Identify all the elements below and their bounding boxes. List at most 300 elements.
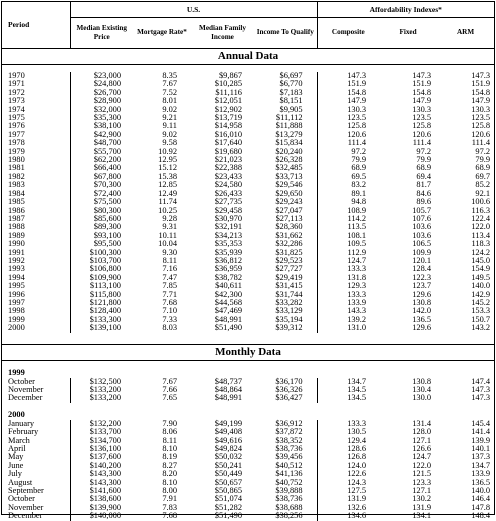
median-price-cell: $32,000 <box>70 106 133 114</box>
family-income-cell: $48,991 <box>214 314 242 324</box>
mortgage-rate-cell: 7.91 <box>162 494 177 504</box>
period-cell: August <box>8 477 33 487</box>
mortgage-rate-cell: 7.68 <box>162 511 177 521</box>
period-cell: October <box>8 494 35 504</box>
income-to-qualify-cell: $29,650 <box>275 188 303 198</box>
composite-cell: 130.5 <box>317 428 379 436</box>
mortgage-rate-cell: 9.28 <box>162 213 177 223</box>
period-header: Period <box>8 20 30 29</box>
income-to-qualify-cell: $8,151 <box>279 96 303 106</box>
mortgage-rate-cell: 7.52 <box>162 87 177 97</box>
composite-cell: 68.9 <box>317 164 379 172</box>
mortgage-rate-cell: 12.49 <box>158 188 177 198</box>
col-fixed: Fixed <box>379 17 437 48</box>
median-price-cell: $55,700 <box>70 148 133 156</box>
family-income-cell: $23,433 <box>214 171 242 181</box>
family-income-cell: $44,568 <box>214 297 242 307</box>
family-income-cell: $12,902 <box>214 104 242 114</box>
arm-cell: 100.6 <box>471 197 491 207</box>
mortgage-rate-cell: 15.12 <box>158 163 177 173</box>
mortgage-rate-cell: 8.10 <box>162 477 177 487</box>
mortgage-rate-cell: 8.06 <box>162 427 177 437</box>
composite-cell: 124.0 <box>317 462 379 470</box>
family-income-cell: $51,282 <box>214 502 242 512</box>
col-mortgage-rate: Mortgage Rate* <box>133 17 191 48</box>
us-group-header: U.S. <box>70 2 317 17</box>
family-income-cell: $50,657 <box>214 477 242 487</box>
income-to-qualify-cell: $32,286 <box>275 239 303 249</box>
income-to-qualify-cell: $29,243 <box>275 197 303 207</box>
arm-cell: 116.3 <box>471 205 491 215</box>
fixed-cell: 130.2 <box>412 494 432 504</box>
income-to-qualify-cell: $27,727 <box>275 264 303 274</box>
fixed-cell: 129.6 <box>412 289 432 299</box>
mortgage-rate-cell: 7.68 <box>162 297 177 307</box>
family-income-cell: $35,353 <box>214 239 242 249</box>
arm-cell: 154.8 <box>471 87 491 97</box>
composite-cell: 133.3 <box>317 291 379 299</box>
period-cell: 1986 <box>8 205 25 215</box>
period-cell: 1996 <box>8 289 25 299</box>
composite-cell: 139.2 <box>317 316 379 324</box>
fixed-cell: 142.0 <box>412 306 432 316</box>
arm-cell: 79.9 <box>475 155 491 165</box>
arm-cell: 149.5 <box>471 272 491 282</box>
mortgage-rate-cell: 9.31 <box>162 222 177 232</box>
period-cell: November <box>8 385 44 394</box>
fixed-cell: 130.3 <box>412 104 432 114</box>
family-income-cell: $10,285 <box>214 79 242 89</box>
spacer <box>2 333 494 345</box>
fixed-cell: 147.9 <box>412 96 432 106</box>
income-to-qualify-cell: $9,905 <box>279 104 303 114</box>
arm-cell: 142.9 <box>471 289 491 299</box>
median-price-cell: $72,400 <box>70 190 133 198</box>
family-income-cell: $51,074 <box>214 494 242 504</box>
family-income-cell: $29,458 <box>214 205 242 215</box>
composite-cell: 147.9 <box>317 97 379 105</box>
period-cell: 1976 <box>8 121 25 131</box>
mortgage-rate-cell: 7.33 <box>162 314 177 324</box>
table-row <box>2 512 494 520</box>
family-income-cell: $22,388 <box>214 163 242 173</box>
family-income-cell: $21,023 <box>214 155 242 165</box>
mortgage-rate-cell: 8.01 <box>162 96 177 106</box>
income-to-qualify-cell: $31,415 <box>275 281 303 291</box>
income-to-qualify-cell: $37,872 <box>275 427 303 437</box>
period-cell: 1973 <box>8 96 25 106</box>
income-to-qualify-cell: $33,713 <box>275 171 303 181</box>
arm-cell: 140.1 <box>471 444 491 454</box>
fixed-cell: 130.0 <box>412 393 432 403</box>
composite-cell: 113.5 <box>317 223 379 231</box>
arm-cell: 130.3 <box>471 104 491 114</box>
fixed-cell: 154.8 <box>412 87 432 97</box>
arm-cell: 118.3 <box>471 239 491 249</box>
median-price-cell: $93,100 <box>70 232 133 240</box>
composite-cell: 124.3 <box>317 479 379 487</box>
family-income-cell: $48,864 <box>214 385 242 394</box>
median-price-cell: $100,300 <box>70 249 133 257</box>
median-price-cell: $128,400 <box>70 307 133 315</box>
family-income-cell: $24,580 <box>214 180 242 190</box>
income-to-qualify-cell: $36,170 <box>275 376 303 386</box>
fixed-cell: 107.6 <box>412 213 432 223</box>
median-price-cell: $143,300 <box>70 479 133 487</box>
composite-cell: 126.8 <box>317 453 379 461</box>
composite-cell: 134.5 <box>317 386 379 394</box>
composite-cell: 147.3 <box>317 72 379 80</box>
income-to-qualify-cell: $40,752 <box>275 477 303 487</box>
composite-cell: 120.6 <box>317 131 379 139</box>
fixed-cell: 81.7 <box>416 180 432 190</box>
composite-cell: 131.0 <box>317 324 379 332</box>
composite-cell: 109.5 <box>317 240 379 248</box>
median-price-cell: $66,400 <box>70 164 133 172</box>
median-price-cell: $133,200 <box>70 386 133 394</box>
composite-cell: 130.3 <box>317 106 379 114</box>
period-cell: 1990 <box>8 239 25 249</box>
income-to-qualify-cell: $36,326 <box>275 385 303 394</box>
fixed-cell: 120.6 <box>412 129 432 139</box>
median-price-cell: $113,100 <box>70 282 133 290</box>
income-to-qualify-cell: $39,312 <box>275 323 303 333</box>
composite-cell: 79.9 <box>317 156 379 164</box>
income-to-qualify-cell: $31,662 <box>275 230 303 240</box>
family-income-cell: $49,824 <box>214 444 242 454</box>
income-to-qualify-cell: $33,129 <box>275 306 303 316</box>
income-to-qualify-cell: $36,912 <box>275 418 303 428</box>
mortgage-rate-cell: 9.02 <box>162 104 177 114</box>
period-cell: May <box>8 452 24 462</box>
period-cell: 1984 <box>8 188 25 198</box>
family-income-cell: $12,051 <box>214 96 242 106</box>
header-column-row <box>2 17 494 48</box>
composite-cell: 151.9 <box>317 80 379 88</box>
period-cell: 1974 <box>8 104 25 114</box>
median-price-cell: $134,700 <box>70 437 133 445</box>
income-to-qualify-cell: $11,112 <box>275 113 303 123</box>
fixed-cell: 103.6 <box>412 222 432 232</box>
mortgage-rate-cell: 7.16 <box>162 264 177 274</box>
period-cell: 1970 <box>8 71 25 80</box>
period-cell: June <box>8 460 24 470</box>
period-cell: 1987 <box>8 213 25 223</box>
composite-cell: 111.4 <box>317 139 379 147</box>
median-price-cell: $140,200 <box>70 462 133 470</box>
composite-cell: 89.1 <box>317 190 379 198</box>
mortgage-rate-cell: 8.35 <box>162 71 177 80</box>
fixed-cell: 127.1 <box>412 435 432 445</box>
family-income-cell: $32,191 <box>214 222 242 232</box>
income-to-qualify-cell: $29,419 <box>275 272 303 282</box>
median-price-cell: $38,100 <box>70 122 133 130</box>
mortgage-rate-cell: 8.10 <box>162 444 177 454</box>
fixed-cell: 127.1 <box>412 486 432 496</box>
arm-cell: 145.4 <box>471 418 491 428</box>
family-income-cell: $34,213 <box>214 230 242 240</box>
period-cell: 1994 <box>8 272 25 282</box>
period-cell: 1977 <box>8 129 25 139</box>
mortgage-rate-cell: 8.11 <box>162 435 177 445</box>
period-cell: February <box>8 427 39 437</box>
affordability-group-header: Affordability Indexes* <box>317 2 494 17</box>
family-income-cell: $48,737 <box>214 376 242 386</box>
monthly-data-rows <box>2 368 494 521</box>
mortgage-rate-cell: 7.47 <box>162 272 177 282</box>
mortgage-rate-cell: 11.74 <box>158 197 177 207</box>
col-median-existing-price: Median Existing Price <box>70 17 133 48</box>
median-price-cell: $106,800 <box>70 265 133 273</box>
arm-cell: 134.7 <box>471 460 491 470</box>
median-price-cell: $140,000 <box>70 512 133 520</box>
income-to-qualify-cell: $20,240 <box>275 146 303 156</box>
header-group-row <box>2 2 494 17</box>
composite-cell: 125.8 <box>317 122 379 130</box>
composite-cell: 128.6 <box>317 445 379 453</box>
arm-cell: 69.7 <box>475 171 491 181</box>
arm-cell: 140.0 <box>471 486 491 496</box>
income-to-qualify-cell: $39,888 <box>275 486 303 496</box>
family-income-cell: $36,812 <box>214 255 242 265</box>
fixed-cell: 79.9 <box>416 155 432 165</box>
family-income-cell: $49,408 <box>214 427 242 437</box>
mortgage-rate-cell: 8.11 <box>162 255 177 265</box>
composite-cell: 124.7 <box>317 257 379 265</box>
median-price-cell: $35,300 <box>70 114 133 122</box>
income-to-qualify-cell: $29,546 <box>275 180 303 190</box>
arm-cell: 125.8 <box>471 121 491 131</box>
income-to-qualify-cell: $29,523 <box>275 255 303 265</box>
composite-cell: 133.3 <box>317 265 379 273</box>
arm-cell: 111.4 <box>471 138 491 148</box>
family-income-cell: $49,616 <box>214 435 242 445</box>
family-income-cell: $13,719 <box>214 113 242 123</box>
annual-data-title: Annual Data <box>2 48 494 64</box>
period-cell: 1998 <box>8 306 25 316</box>
family-income-cell: $38,782 <box>214 272 242 282</box>
arm-cell: 154.9 <box>471 264 491 274</box>
mortgage-rate-cell: 7.71 <box>162 289 177 299</box>
composite-cell: 131.9 <box>317 495 379 503</box>
fixed-cell: 130.8 <box>412 297 432 307</box>
fixed-cell: 111.4 <box>412 138 432 148</box>
composite-cell: 108.1 <box>317 232 379 240</box>
family-income-cell: $26,433 <box>214 188 242 198</box>
income-to-qualify-cell: $36,427 <box>275 393 303 403</box>
fixed-cell: 105.7 <box>412 205 432 215</box>
period-cell: 1999 <box>8 314 25 324</box>
median-price-cell: $133,200 <box>70 394 133 402</box>
family-income-cell: $50,449 <box>214 469 242 479</box>
arm-cell: 122.0 <box>471 222 491 232</box>
fixed-cell: 136.5 <box>412 314 432 324</box>
income-to-qualify-cell: $6,770 <box>279 79 303 89</box>
median-price-cell: $136,100 <box>70 445 133 453</box>
arm-cell: 147.3 <box>471 71 491 80</box>
arm-cell: 147.4 <box>471 376 491 386</box>
arm-cell: 153.3 <box>471 306 491 316</box>
period-cell: 1978 <box>8 138 25 148</box>
period-cell: July <box>8 469 22 479</box>
arm-cell: 137.3 <box>471 452 491 462</box>
family-income-cell: $36,959 <box>214 264 242 274</box>
income-to-qualify-cell: $31,825 <box>275 247 303 257</box>
mortgage-rate-cell: 8.00 <box>162 486 177 496</box>
period-cell: 1995 <box>8 281 25 291</box>
spacer <box>2 361 494 368</box>
composite-cell: 129.3 <box>317 282 379 290</box>
income-to-qualify-cell: $33,282 <box>275 297 303 307</box>
fixed-cell: 151.9 <box>412 79 432 89</box>
period-cell: 1985 <box>8 197 25 207</box>
period-cell: 1988 <box>8 222 25 232</box>
mortgage-rate-cell: 15.38 <box>158 171 177 181</box>
composite-cell: 123.5 <box>317 114 379 122</box>
mortgage-rate-cell: 10.04 <box>158 239 177 249</box>
family-income-cell: $40,611 <box>215 281 242 291</box>
col-median-family-income: Median Family Income <box>191 17 254 48</box>
family-income-cell: $14,958 <box>214 121 242 131</box>
period-cell: 1975 <box>8 113 25 123</box>
arm-cell: 146.4 <box>471 494 491 504</box>
fixed-cell: 122.0 <box>412 460 432 470</box>
family-income-cell: $27,735 <box>214 197 242 207</box>
fixed-cell: 131.9 <box>412 502 432 512</box>
fixed-cell: 106.5 <box>412 239 432 249</box>
composite-cell: 133.3 <box>317 420 379 428</box>
affordability-table <box>2 2 494 521</box>
median-price-cell: $138,600 <box>70 495 133 503</box>
mortgage-rate-cell: 7.10 <box>162 306 177 316</box>
income-to-qualify-cell: $13,279 <box>275 129 303 139</box>
fixed-cell: 147.3 <box>412 71 432 80</box>
median-price-cell: $23,000 <box>70 72 133 80</box>
mortgage-rate-cell: 7.90 <box>162 418 177 428</box>
table-row <box>2 324 494 332</box>
period-cell: 1989 <box>8 230 25 240</box>
fixed-cell: 121.5 <box>412 469 432 479</box>
fixed-cell: 128.4 <box>412 264 432 274</box>
family-income-cell: $51,490 <box>214 323 242 333</box>
mortgage-rate-cell: 7.83 <box>162 502 177 512</box>
fixed-cell: 97.2 <box>416 146 432 156</box>
fixed-cell: 131.4 <box>412 418 432 428</box>
mortgage-rate-cell: 8.27 <box>162 460 177 470</box>
income-to-qualify-cell: $26,328 <box>275 155 303 165</box>
income-to-qualify-cell: $27,113 <box>275 213 303 223</box>
income-to-qualify-cell: $38,352 <box>275 435 303 445</box>
mortgage-rate-cell: 9.58 <box>162 138 177 148</box>
arm-cell: 147.3 <box>471 385 491 394</box>
median-price-cell: $103,700 <box>70 257 133 265</box>
year-heading: 2000 <box>8 410 25 420</box>
median-price-cell: $132,500 <box>70 378 133 386</box>
period-cell: 1983 <box>8 180 25 190</box>
mortgage-rate-cell: 7.66 <box>162 385 177 394</box>
period-cell: 2000 <box>8 323 25 333</box>
income-to-qualify-cell: $38,736 <box>275 444 303 454</box>
income-to-qualify-cell: $6,697 <box>279 71 303 80</box>
period-cell: 1997 <box>8 297 25 307</box>
period-cell: December <box>8 511 43 521</box>
composite-cell: 127.5 <box>317 487 379 495</box>
arm-cell: 113.4 <box>471 230 491 240</box>
median-price-cell: $48,700 <box>70 139 133 147</box>
family-income-cell: $50,032 <box>214 452 242 462</box>
annual-data-rows <box>2 72 494 333</box>
composite-cell: 143.3 <box>317 307 379 315</box>
income-to-qualify-cell: $38,688 <box>275 502 303 512</box>
arm-cell: 140.0 <box>471 281 491 291</box>
family-income-cell: $49,199 <box>214 418 242 428</box>
median-price-cell: $132,200 <box>70 420 133 428</box>
arm-cell: 97.2 <box>475 146 491 156</box>
arm-cell: 150.7 <box>471 314 491 324</box>
arm-cell: 151.9 <box>471 79 491 89</box>
median-price-cell: $141,600 <box>70 487 133 495</box>
year-heading: 1999 <box>8 368 25 378</box>
composite-cell: 134.5 <box>317 394 379 402</box>
arm-cell: 136.5 <box>471 477 491 487</box>
median-price-cell: $80,300 <box>70 207 133 215</box>
composite-cell: 122.6 <box>317 470 379 478</box>
family-income-cell: $50,865 <box>214 486 242 496</box>
median-price-cell: $95,500 <box>70 240 133 248</box>
median-price-cell: $42,900 <box>70 131 133 139</box>
composite-cell: 133.9 <box>317 299 379 307</box>
mortgage-rate-cell: 7.85 <box>162 281 177 291</box>
family-income-cell: $47,469 <box>214 306 242 316</box>
period-cell: 1972 <box>8 87 25 97</box>
median-price-cell: $62,200 <box>70 156 133 164</box>
arm-cell: 147.9 <box>471 96 491 106</box>
income-to-qualify-cell: $38,736 <box>275 494 303 504</box>
median-price-cell: $137,600 <box>70 453 133 461</box>
median-price-cell: $139,900 <box>70 504 133 512</box>
family-income-cell: $17,640 <box>214 138 242 148</box>
table-row <box>2 394 494 402</box>
period-cell: March <box>8 435 30 445</box>
mortgage-rate-cell: 9.11 <box>162 121 177 131</box>
composite-cell: 97.2 <box>317 148 379 156</box>
arm-cell: 68.9 <box>475 163 491 173</box>
mortgage-rate-cell: 7.67 <box>162 376 177 386</box>
median-price-cell: $139,100 <box>70 324 133 332</box>
income-to-qualify-cell: $15,834 <box>275 138 303 148</box>
fixed-cell: 128.0 <box>412 427 432 437</box>
mortgage-rate-cell: 8.20 <box>162 469 177 479</box>
period-cell: October <box>8 376 35 386</box>
median-price-cell: $67,800 <box>70 173 133 181</box>
mortgage-rate-cell: 12.95 <box>158 155 177 165</box>
median-price-cell: $133,300 <box>70 316 133 324</box>
fixed-cell: 129.6 <box>412 323 432 333</box>
family-income-cell: $42,300 <box>214 289 242 299</box>
arm-cell: 145.2 <box>471 297 491 307</box>
composite-cell: 108.9 <box>317 207 379 215</box>
composite-cell: 114.2 <box>317 215 379 223</box>
income-to-qualify-cell: $32,485 <box>275 163 303 173</box>
col-composite: Composite <box>317 17 379 48</box>
period-cell: 1993 <box>8 264 25 274</box>
fixed-cell: 124.7 <box>412 452 432 462</box>
median-price-cell: $133,700 <box>70 428 133 436</box>
income-to-qualify-cell: $28,360 <box>275 222 303 232</box>
median-price-cell: $115,800 <box>70 291 133 299</box>
period-cell: 1980 <box>8 155 25 165</box>
period-cell: 1971 <box>8 79 25 89</box>
